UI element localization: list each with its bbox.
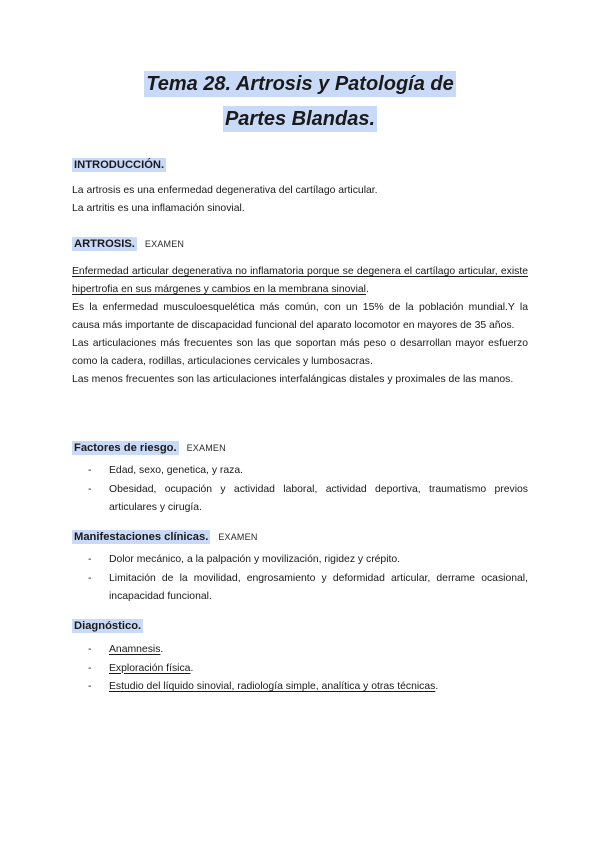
list-item-end: . [435, 681, 439, 692]
exam-tag: EXAMEN [218, 532, 258, 542]
title-line-2 [0, 107, 600, 131]
heading-diagnostico [72, 618, 528, 634]
diagnostico-list [88, 641, 528, 697]
dash-bullet: - [88, 483, 92, 495]
title-highlight-2: Partes Blandas. [224, 108, 376, 130]
list-item-text: Edad, sexo, genetica, y raza. [109, 465, 244, 476]
section-diagnostico [72, 618, 528, 634]
section-manifestaciones [72, 529, 528, 545]
list-item-text: Estudio del líquido sinovial, radiología simple, analítica y otras técnicas [109, 681, 436, 692]
list-item-end: . [190, 662, 194, 674]
artrosis-definition-end: . [365, 284, 369, 295]
list-item [88, 641, 528, 660]
list-item-text: Anamnesis [109, 644, 161, 655]
dash-bullet: - [88, 662, 92, 674]
list-item [88, 551, 528, 570]
intro-line-2: La artritis es una inflamación sinovial. [72, 203, 245, 214]
artrosis-para-1: Es la enfermedad musculoesquelética más común, con un 15% de la población mundial.Y la causa más importante de discapacidad funcional del aparato locomotor en mayores de 35 años. [72, 302, 528, 331]
manifestaciones-list [88, 551, 528, 607]
factores-list [88, 462, 528, 518]
list-item [88, 462, 528, 481]
section-factores [72, 440, 528, 456]
artrosis-definition [72, 263, 528, 299]
artrosis-para-3: Las menos frecuentes son las articulaciones interfalángicas distales y proximales de las manos. [72, 374, 514, 385]
title-line-1 [0, 72, 600, 96]
list-item-text: Limitación de la movilidad, engrosamiento y deformidad articular, derrame ocasional, incapacidad funcional. [109, 572, 528, 602]
list-item [88, 481, 528, 518]
heading-introduccion-text: INTRODUCCIÓN. [74, 159, 165, 171]
title-highlight-1: Tema 28. Artrosis y Patología de [146, 73, 454, 95]
intro-line-1: La artrosis es una enfermedad degenerativa del cartílago articular. [72, 185, 378, 196]
dash-bullet: - [88, 681, 92, 692]
heading-factores-text: Factores de riesgo. [74, 442, 177, 454]
heading-introduccion [72, 157, 528, 173]
list-item-text: Dolor mecánico, a la palpación y movilización, rigidez y crépito. [109, 554, 401, 565]
heading-factores [72, 440, 528, 456]
artrosis-definition-text: Enfermedad articular degenerativa no inflamatoria porque se degenera el cartílago articular, existe hipertrofia en sus márgenes y cambios en la membrana sinovial [72, 266, 528, 295]
dash-bullet: - [88, 465, 92, 476]
dash-bullet: - [88, 554, 92, 565]
heading-diagnostico-text: Diagnóstico. [74, 620, 142, 632]
list-item-text: Exploración física [109, 662, 191, 674]
heading-manifestaciones [72, 529, 528, 545]
list-item [88, 570, 528, 607]
section-artrosis [72, 236, 528, 252]
dash-bullet: - [88, 644, 92, 655]
list-item [88, 678, 528, 697]
list-item-text: Obesidad, ocupación y actividad laboral, actividad deportiva, traumatismo previos articulares y cirugía. [109, 483, 528, 513]
list-item [88, 660, 528, 679]
dash-bullet: - [88, 572, 92, 584]
artrosis-para-2: Las articulaciones más frecuentes son las que soportan más peso o desarrollan mayor esfuerzo como la cadera, rodillas, articulaciones cervicales y lumbosacras. [72, 338, 528, 367]
exam-tag: EXAMEN [186, 443, 226, 453]
heading-manifestaciones-text: Manifestaciones clínicas. [74, 531, 209, 543]
exam-tag: EXAMEN [144, 239, 185, 249]
artrosis-body [72, 263, 528, 389]
heading-artrosis-text: ARTROSIS. [74, 238, 135, 250]
list-item-end: . [160, 644, 164, 655]
intro-text [72, 182, 528, 218]
section-introduccion [72, 157, 528, 173]
heading-artrosis [72, 236, 528, 252]
